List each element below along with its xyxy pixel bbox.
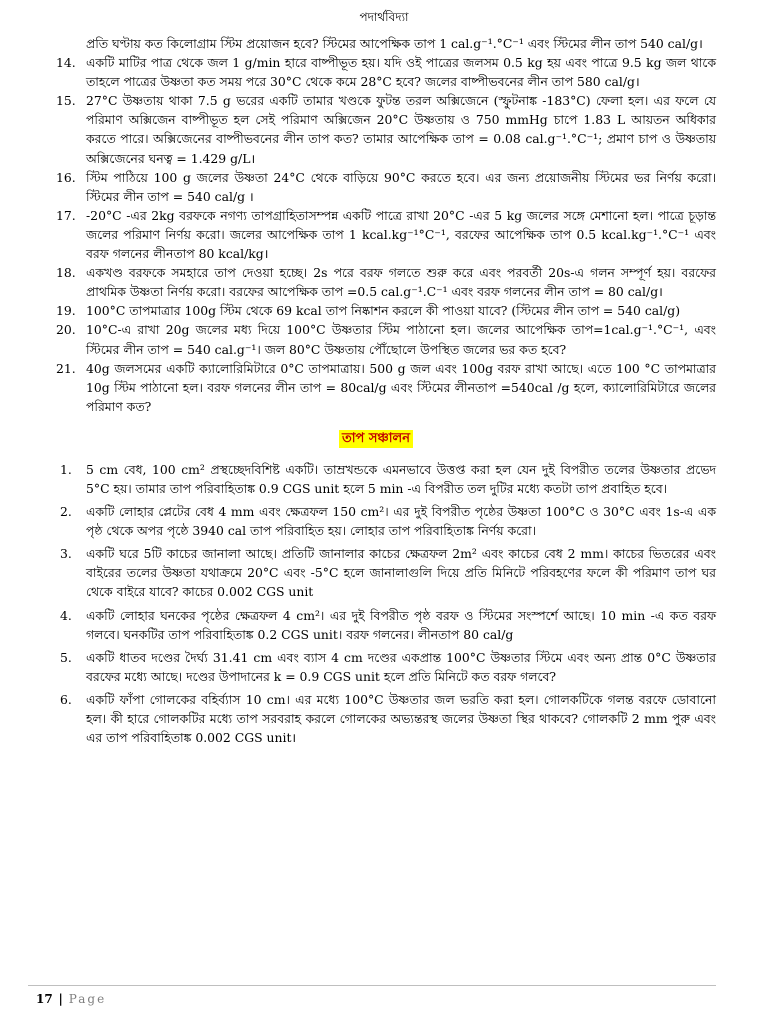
page-label: Page <box>68 992 107 1006</box>
question-text: একটি লোহার ঘনকের পৃষ্ঠের ক্ষেত্রফল 4 cm²। এর দুই বিপরীত পৃষ্ঠ বরফ ও স্টিমের সংস্পর্শে আছে। 10 min -এ কত বরফ গলবে। ঘনকটির তাপ পরিবাহিতাঙ্ক 0.2 CGS unit। বরফ গলনের। লীনতাপ 80 cal/g <box>86 607 716 642</box>
question-item <box>36 690 716 747</box>
page-header-title: পদার্থবিদ্যা <box>359 10 409 24</box>
question-item <box>36 648 716 686</box>
question-item <box>36 606 716 644</box>
question-text: 10°C-এ রাখা 20g জলের মধ্য দিয়ে 100°C উষ্ণতার স্টিম পাঠানো হল। জলের আপেক্ষিক তাপ=1cal.g⁻¹.°C⁻¹, এবং স্টিমের লীন তাপ = 540 cal.g⁻¹। জল 80°C উষ্ণতায় পৌঁছোলে উপস্থিত জলের ভর কত হবে? <box>86 322 716 357</box>
question-number: 6. <box>60 691 72 707</box>
question-number: 2. <box>60 504 72 520</box>
question-text: একটি লোহার প্লেটের বেধ 4 mm এবং ক্ষেত্রফল 150 cm²। এর দুই বিপরীত পৃষ্ঠের উষ্ণতা 100°C ও 30°C এবং 1s-এ এক পৃষ্ঠ থেকে অপর পৃষ্ঠে 3940 cal তাপ পরিবাহিত হয়। লোহার তাপ পরিবাহিতাঙ্ক নির্ণয় করো। <box>86 504 716 539</box>
latent-heat-question-list <box>36 53 716 416</box>
question-number: 17. <box>56 207 76 223</box>
question-text: 100°C তাপমাত্রার 100g স্টিম থেকে 69 kcal তাপ নিষ্কাশন করলে কী পাওয়া যাবে? (স্টিমের লীন তাপ = 540 cal/g) <box>86 303 681 319</box>
heat-conduction-question-list <box>36 460 716 747</box>
question-item <box>36 460 716 498</box>
question-item <box>36 544 716 601</box>
section-heading: তাপ সঞ্চালন <box>339 430 413 448</box>
question-item <box>36 301 716 320</box>
question-text: একটি ঘরে 5টি কাচের জানালা আছে। প্রতিটি জানালার কাচের ক্ষেত্রফল 2m² এবং কাচের বেধ 2 mm। কাচের ভিতরের এবং বাইরের তলের উষ্ণতা যথাক্রমে 20°C এবং -5°C হলে জানালাগুলি দিয়ে প্রতি মিনিটে পরিবহণের ফলে কী পরিমাণ তাপ ঘর থেকে বাইরে যাবে? কাচের 0.002 CGS unit <box>86 546 716 600</box>
section-heading-wrap <box>36 428 716 448</box>
question-number: 15. <box>56 93 76 109</box>
question-item <box>36 502 716 540</box>
page-number: 17 <box>36 992 53 1006</box>
question-number: 5. <box>60 649 72 665</box>
question-text: 27°C উষ্ণতায় থাকা 7.5 g ভরের একটি তামার খণ্ডকে ফুটন্ত তরল অক্সিজেনে (স্ফুটনাঙ্ক -183°C) ফেলা হল। এর ফলে যে পরিমাণ অক্সিজেন বাষ্পীভূত হল সেই পরিমাণ অক্সিজেন 20°C উষ্ণতায় ও 750 mmHg চাপে 1.83 L আয়তন অধিকার করতে পারে। অক্সিজেনের বাষ্পীভবনের লীন তাপ কত? তামার আপেক্ষিক তাপ = 0.08 cal.g⁻¹.°C⁻¹; প্রমাণ চাপ ও উষ্ণতায় অক্সিজেনের ঘনত্ব = 1.429 g/L। <box>86 93 716 166</box>
question-text: একটি মাটির পাত্র থেকে জল 1 g/min হারে বাষ্পীভূত হয়। যদি ওই পাত্রের জলসম 0.5 kg হয় এবং পাত্রে 9.5 kg জল থাকে তাহলে পাত্রের উষ্ণতা কত সময় পরে 30°C থেকে কমে 28°C হবে? জলের বাষ্পীভবনের লীন তাপ 580 cal/g। <box>86 55 716 90</box>
question-item <box>36 53 716 91</box>
question-item <box>36 91 716 167</box>
question-number: 21. <box>56 360 76 376</box>
question-number: 19. <box>56 303 76 319</box>
continued-question-text: প্রতি ঘণ্টায় কত কিলোগ্রাম স্টিম প্রয়োজন হবে? স্টিমের আপেক্ষিক তাপ 1 cal.g⁻¹.°C⁻¹ এবং স্টিমের লীন তাপ 540 cal/g। <box>86 36 703 51</box>
question-number: 20. <box>56 322 76 338</box>
question-number: 3. <box>60 546 72 562</box>
question-item <box>36 263 716 301</box>
page-content <box>36 34 716 751</box>
question-number: 18. <box>56 265 76 281</box>
question-text: 5 cm বেধ, 100 cm² প্রস্থচ্ছেদবিশিষ্ট একটি। তাম্রখন্ডকে এমনভাবে উত্তপ্ত করা হল যেন দুই বিপরীত তলের উষ্ণতার প্রভেদ 5°C হয়। তামার তাপ পরিবাহিতাঙ্ক 0.9 CGS unit হলে 5 min -এ বিপরীত তল দুটির মধ্যে কতটা তাপ প্রবাহিত হবে। <box>86 461 716 496</box>
question-text: একটি ফাঁপা গোলকের বহির্ব্যাস 10 cm। এর মধ্যে 100°C উষ্ণতার জল ভরতি করা হল। গোলকটিকে গলন্ত বরফে ডোবানো হল। কী হারে গোলকটির মধ্যে তাপ সরবরাহ করলে গোলকের অভ্যন্তরস্থ জলের উষ্ণতা স্থির থাকবে? গোলকটি 2 mm পুরু এবং এর তাপ পরিবাহিতাঙ্ক 0.002 CGS unit। <box>86 691 716 746</box>
footer-separator: | <box>58 992 63 1006</box>
question-number: 1. <box>60 461 72 477</box>
question-text: স্টিম পাঠিয়ে 100 g জলের উষ্ণতা 24°C থেকে বাড়িয়ে 90°C করতে হবে। এর জন্য প্রয়োজনীয় স্টিমের ভর নির্ণয় করো। স্টিমের লীন তাপ = 540 cal/g । <box>86 169 716 204</box>
question-number: 4. <box>60 607 72 623</box>
question-item <box>36 359 716 416</box>
page-footer <box>36 992 106 1006</box>
question-item <box>36 168 716 206</box>
question-text: একখণ্ড বরফকে সমহারে তাপ দেওয়া হচ্ছে। 2s পরে বরফ গলতে শুরু করে এবং পরবর্তী 20s-এ গলন সম্পূর্ণ হয়। বরফের প্রাথমিক উষ্ণতা নির্ণয় করো। বরফের আপেক্ষিক তাপ =0.5 cal.g⁻¹.C⁻¹ এবং বরফ গলনের লীন তাপ = 80 cal/g। <box>86 265 716 300</box>
question-text: -20°C -এর 2kg বরফকে নগণ্য তাপগ্রাহিতাসম্পন্ন একটি পাত্রে রাখা 20°C -এর 5 kg জলের সঙ্গে মেশানো হল। পাত্রে চূড়ান্ত জলের পরিমাণ নির্ণয় করো। জলের আপেক্ষিক তাপ 1 kcal.kg⁻¹°C⁻¹, বরফের আপেক্ষিক তাপ 0.5 kcal.kg⁻¹.°C⁻¹ এবং বরফ গলনের লীনতাপ 80 kcal/kg। <box>86 207 716 262</box>
question-number: 16. <box>56 169 76 185</box>
question-item <box>36 320 716 358</box>
question-item <box>36 206 716 263</box>
question-text: 40g জলসমের একটি ক্যালোরিমিটারে 0°C তাপমাত্রায়। 500 g জল এবং 100g বরফ রাখা আছে। এতে 100 °C তাপমাত্রার 10g স্টিম পাঠানো হল। বরফ গলনের লীন তাপ = 80cal/g এবং স্টিমের লীনতাপ =540cal /g হলে, ক্যালোরিমিটারে জলের পরিমাণ কত? <box>86 360 716 414</box>
footer-divider <box>28 985 716 986</box>
question-number: 14. <box>56 55 76 71</box>
question-text: একটি ধাতব দণ্ডের দৈর্ঘ্য 31.41 cm এবং ব্যাস 4 cm দণ্ডের একপ্রান্ত 100°C উষ্ণতার স্টিমে এবং অন্য প্রান্ত 0°C উষ্ণতার বরফের মধ্যে আছে। দণ্ডের উপাদানের k = 0.9 CGS unit হলে প্রতি মিনিটে কত বরফ গলবে? <box>86 649 716 684</box>
